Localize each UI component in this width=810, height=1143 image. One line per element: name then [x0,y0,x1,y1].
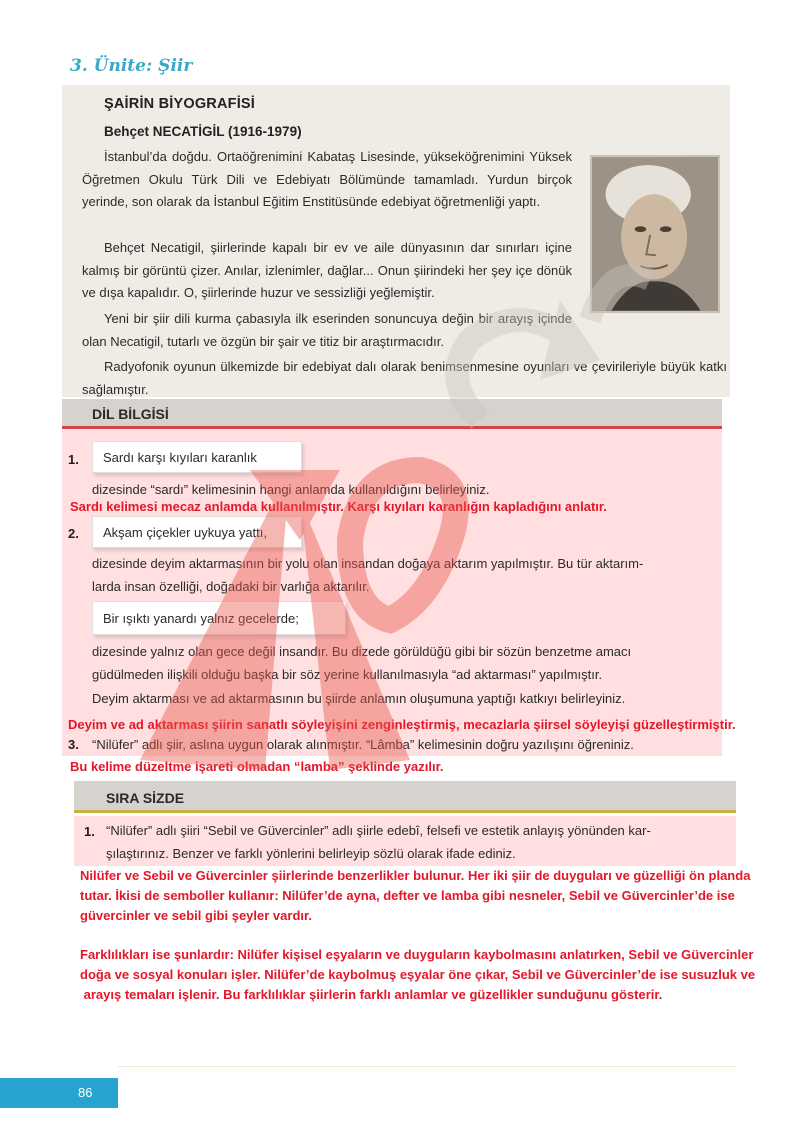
answer-text: arayış temaları işlenir. Bu farklılıklar şiirlerin farklı anlamlar ve güzellikler sunduğunu gösterir. [80,987,663,1002]
question-text: Deyim aktarması ve ad aktarmasının bu şiirde anlamın oluşumuna yaptığı katkıyı belirleyiniz. [92,691,626,706]
question-text: şılaştırınız. Benzer ve farklı yönlerini belirleyip sözlü olarak ifade ediniz. [106,846,516,861]
answer-text: doğa ve sosyal konuları işler. Nilüfer’de kaybolmuş eşyalar öne çıkar, Sebil ve Güvercinler’de ise susuzluk ve [80,967,756,982]
dil-bilgisi-title: DİL BİLGİSİ [92,406,169,422]
quote-box [92,516,302,548]
sira-sizde-title: SIRA SİZDE [106,790,185,806]
question-number: 1. [68,452,79,467]
bio-paragraph-2: Behçet Necatigil, şiirlerinde kapalı bir ev ve aile dünyasının dar sınırları içine kalmış bir görüntü çizer. Anılar, izlenimler, dağlar... Onun şiirindeki her şey içe dönük ve dışa kapalıdır. O, şiirlerinde huzur ve sessizliği yeğlemiştir. [82,240,572,300]
question-text: dizesinde deyim aktarmasının bir yolu olan insandan doğaya aktarım yapılmıştır. Bu tür aktarım- [92,556,644,571]
unit-title: 3. Ünite: Şiir [70,56,193,76]
quote-text: Sardı karşı kıyıları karanlık [103,449,257,465]
question-number: 3. [68,737,79,752]
bio-paragraph-4: Radyofonik oyunun ülkemizde bir edebiyat dalı olarak benimsenmesine oyunları ve çevirileriyle büyük katkı sağlamıştır. [82,359,727,397]
page-number-tab [0,1078,118,1108]
answer-text: Sardı kelimesi mecaz anlamda kullanılmıştır. Karşı kıyıları karanlığın kapladığını anlatır. [70,499,607,514]
poet-portrait [590,155,720,313]
question-number: 1. [84,824,95,839]
question-text: dizesinde “sardı” kelimesinin hangi anlamda kullanıldığını belirleyiniz. [92,482,490,497]
poet-name: Behçet NECATİGİL (1916-1979) [104,124,302,139]
question-text: “Nilüfer” adlı şiir, aslına uygun olarak alınmıştır. “Lâmba” kelimesinin doğru yazılışını öğreniniz. [92,737,634,752]
bio-paragraph-3: Yeni bir şiir dili kurma çabasıyla ilk eserinden sonuncuya değin bir arayış içinde olan Necatigil, tutarlı ve özgün bir şair ve titiz bir araştırmacıdır. [82,311,572,349]
answer-text: tutar. İkisi de semboller kullanır: Nilüfer’de ayna, defter ve lamba gibi nesneler, Sebil ve Güvercinler’de ise [80,888,735,903]
question-text: larda insan özelliği, doğadaki bir varlığa aktarılır. [92,579,370,594]
question-text: dizesinde yalnız olan gece değil insandır. Bu dizede görüldüğü gibi bir sözün benzetme amacı [92,644,632,659]
bio-paragraph-1: İstanbul’da doğdu. Ortaöğrenimini Kabataş Lisesinde, yükseköğrenimini Yüksek Öğretmen Okulu Türk Dili ve Edebiyatı Bölümünde tamamladı. Yurdun birçok yerinde, son olarak da İstanbul Eğitim Enstitüsünde edebiyat öğretmenliği yaptı. [82,149,572,209]
answer-text: güvercinler ve sebil gibi şeyler vardır. [80,908,312,923]
footer-divider [118,1066,736,1067]
answer-text: Nilüfer ve Sebil ve Güvercinler şiirlerinde benzerlikler bulunur. Her iki şiir de duyguları ve güzelliği ön planda [80,868,751,883]
question-number: 2. [68,526,79,541]
answer-text: Farklılıkları ise şunlardır: Nilüfer kişisel eşyaların ve duyguların kaybolmasını anlatırken, Sebil ve Güvercinler [80,947,754,962]
quote-box [92,601,346,635]
question-text: “Nilüfer” adlı şiiri “Sebil ve Güvercinler” adlı şiirle edebî, felsefi ve estetik anlayış yönünden kar- [106,823,651,838]
quote-box [92,441,302,473]
question-text: güdülmeden ilişkili olduğu başka bir söz yerine kullanılmasıyla “ad aktarması” yapılmıştır. [92,667,603,682]
answer-text: Bu kelime düzeltme işareti olmadan “lamba” şeklinde yazılır. [70,759,444,774]
biography-heading: ŞAİRİN BİYOGRAFİSİ [104,96,256,112]
page-number: 86 [78,1085,93,1100]
quote-text: Bir ışıktı yanardı yalnız gecelerde; [103,610,299,626]
answer-text: Deyim ve ad aktarması şiirin sanatlı söyleyişini zenginleştirmiş, mecazlarla şiirsel söyleyişi güzelleştirmiştir. [68,717,736,732]
quote-text: Akşam çiçekler uykuya yattı, [103,524,267,540]
